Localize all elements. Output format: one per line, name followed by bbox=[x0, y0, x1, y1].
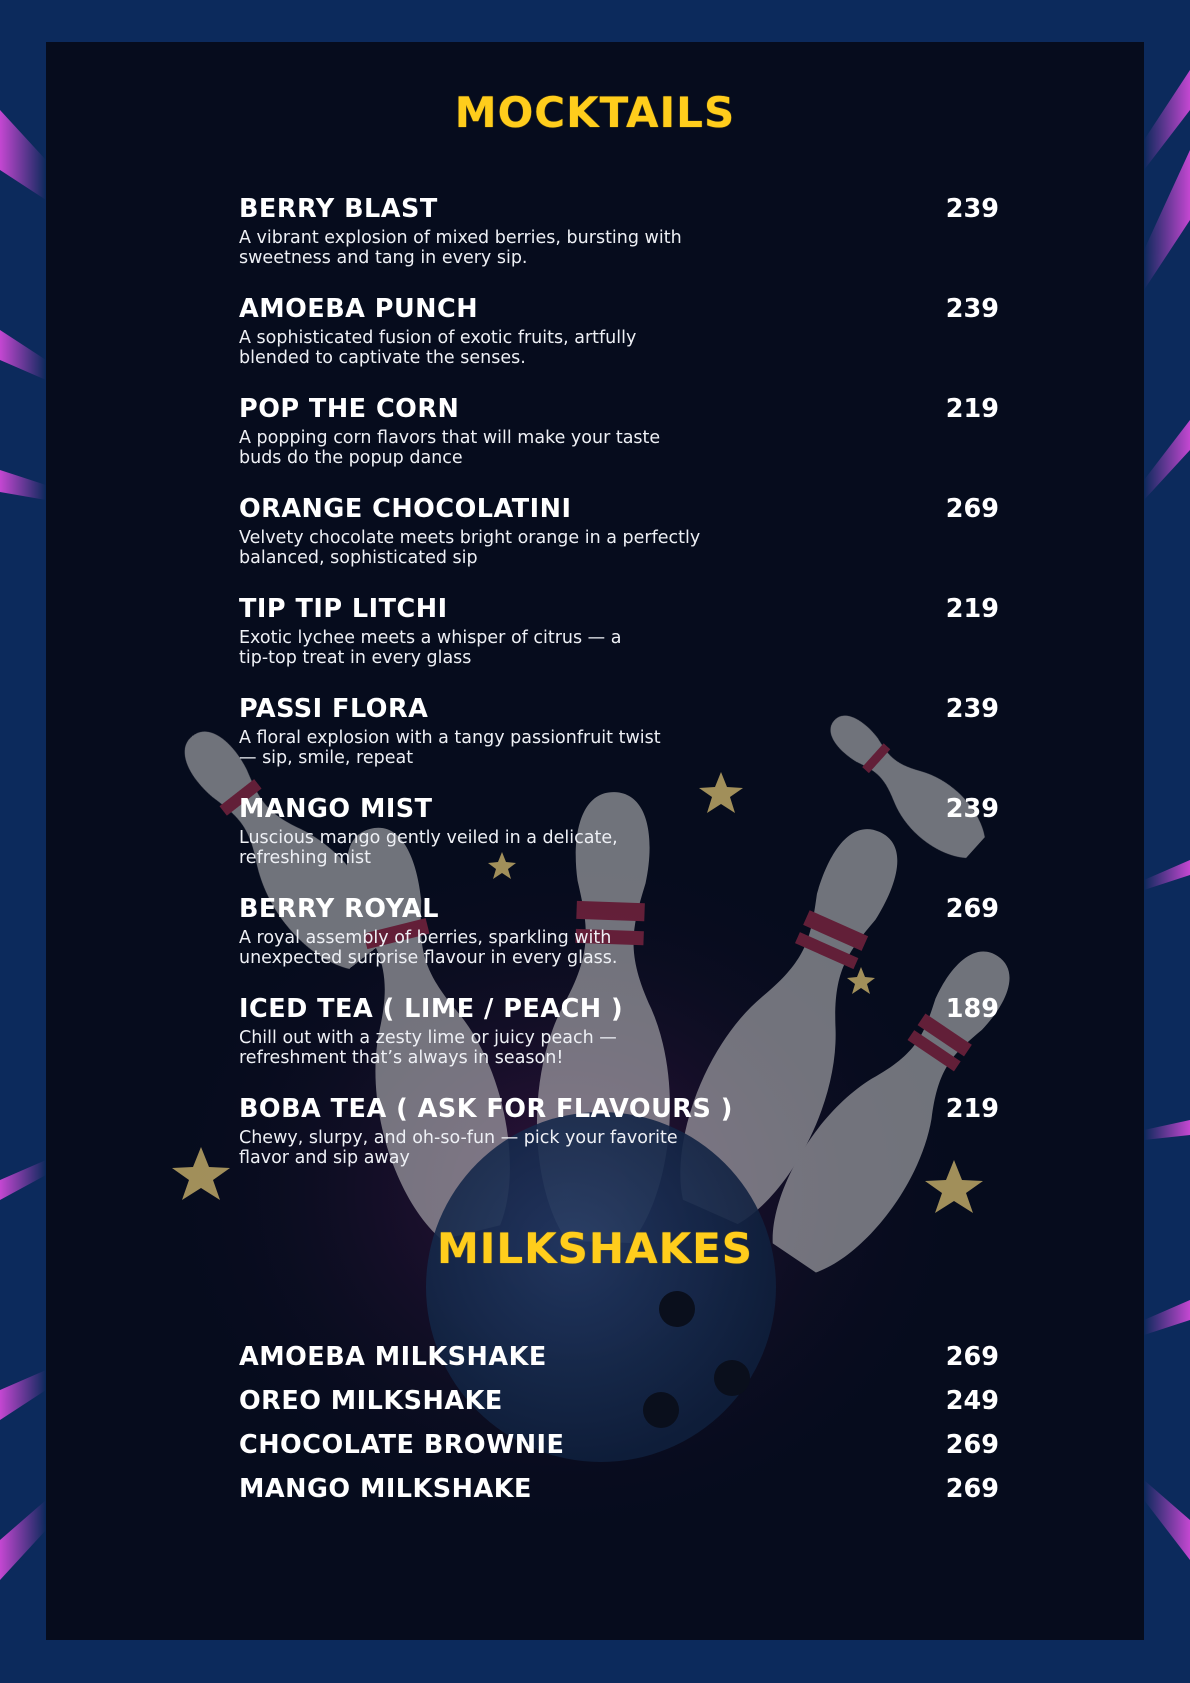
list-item bbox=[239, 294, 999, 386]
list-item bbox=[239, 594, 999, 686]
item-name: TIP TIP LITCHI bbox=[239, 594, 448, 624]
item-name: BOBA TEA ( ASK FOR FLAVOURS ) bbox=[239, 1094, 733, 1124]
item-price: 219 bbox=[945, 594, 999, 624]
item-price: 269 bbox=[945, 1474, 999, 1504]
item-description: A popping corn flavors that will make your taste buds do the popup dance bbox=[239, 428, 661, 468]
item-description: A sophisticated fusion of exotic fruits, artfully blended to captivate the senses. bbox=[239, 328, 637, 368]
item-price: 269 bbox=[945, 1430, 999, 1460]
item-price: 239 bbox=[945, 694, 999, 724]
item-description: A royal assembly of berries, sparkling with unexpected surprise flavour in every glass. bbox=[239, 928, 618, 968]
menu-panel bbox=[46, 42, 1144, 1640]
list-item bbox=[239, 694, 999, 786]
list-item bbox=[239, 1474, 999, 1508]
list-item bbox=[239, 394, 999, 486]
list-item bbox=[239, 494, 999, 586]
item-price: 239 bbox=[945, 794, 999, 824]
list-item bbox=[239, 1386, 999, 1420]
item-price: 269 bbox=[945, 1342, 999, 1372]
item-name: MANGO MILKSHAKE bbox=[239, 1474, 532, 1504]
item-description: Exotic lychee meets a whisper of citrus — a tip-top treat in every glass bbox=[239, 628, 622, 668]
item-price: 269 bbox=[945, 894, 999, 924]
list-item bbox=[239, 1430, 999, 1464]
item-description: Chewy, slurpy, and oh-so-fun — pick your favorite flavor and sip away bbox=[239, 1128, 678, 1168]
list-item bbox=[239, 1094, 999, 1186]
item-price: 189 bbox=[945, 994, 999, 1024]
item-description: Luscious mango gently veiled in a delicate, refreshing mist bbox=[239, 828, 618, 868]
item-name: AMOEBA PUNCH bbox=[239, 294, 479, 324]
item-name: BERRY ROYAL bbox=[239, 894, 439, 924]
mocktails-heading: MOCKTAILS bbox=[454, 88, 736, 137]
item-price: 219 bbox=[945, 1094, 999, 1124]
milkshakes-heading: MILKSHAKES bbox=[436, 1224, 754, 1273]
item-price: 269 bbox=[945, 494, 999, 524]
item-name: ORANGE CHOCOLATINI bbox=[239, 494, 572, 524]
list-item bbox=[239, 1342, 999, 1376]
list-item bbox=[239, 194, 999, 286]
item-name: AMOEBA MILKSHAKE bbox=[239, 1342, 547, 1372]
item-name: PASSI FLORA bbox=[239, 694, 429, 724]
list-item bbox=[239, 894, 999, 986]
item-description: Chill out with a zesty lime or juicy peach — refreshment that’s always in season! bbox=[239, 1028, 617, 1068]
item-description: A floral explosion with a tangy passionfruit twist — sip, smile, repeat bbox=[239, 728, 661, 768]
item-name: MANGO MIST bbox=[239, 794, 433, 824]
item-price: 239 bbox=[945, 294, 999, 324]
item-name: OREO MILKSHAKE bbox=[239, 1386, 503, 1416]
item-price: 219 bbox=[945, 394, 999, 424]
item-name: POP THE CORN bbox=[239, 394, 460, 424]
list-item bbox=[239, 794, 999, 886]
list-item bbox=[239, 994, 999, 1086]
item-name: ICED TEA ( LIME / PEACH ) bbox=[239, 994, 624, 1024]
item-description: A vibrant explosion of mixed berries, bursting with sweetness and tang in every sip. bbox=[239, 228, 682, 268]
item-name: BERRY BLAST bbox=[239, 194, 438, 224]
item-price: 239 bbox=[945, 194, 999, 224]
item-price: 249 bbox=[945, 1386, 999, 1416]
item-description: Velvety chocolate meets bright orange in a perfectly balanced, sophisticated sip bbox=[239, 528, 701, 568]
item-name: CHOCOLATE BROWNIE bbox=[239, 1430, 565, 1460]
